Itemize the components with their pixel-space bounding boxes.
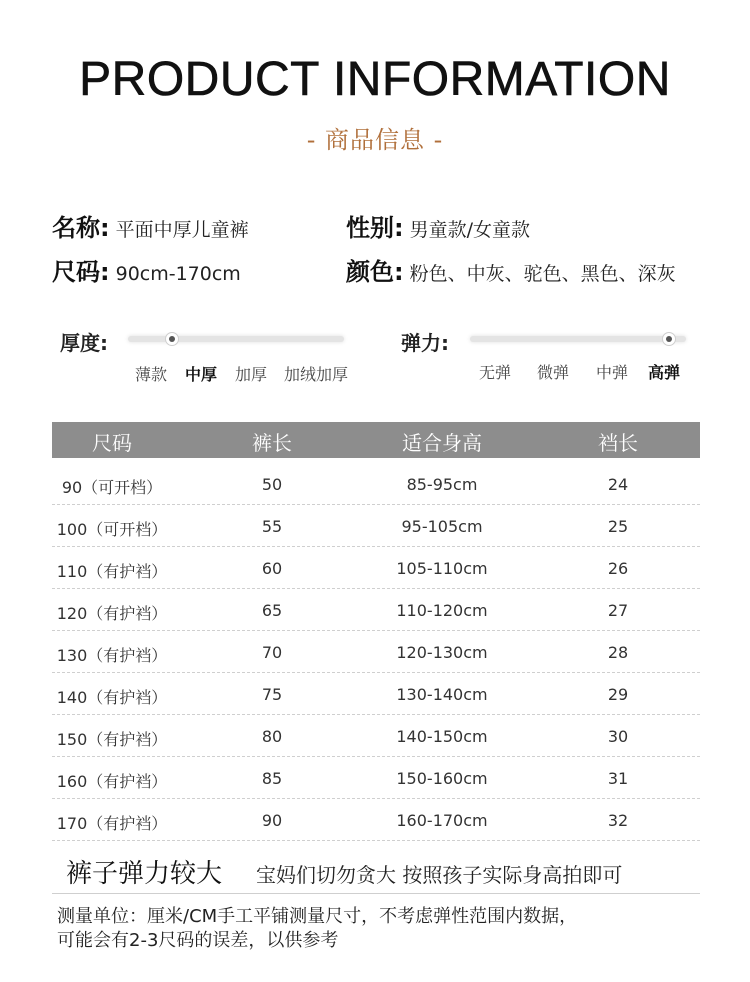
table-row [52,799,700,841]
elasticity-label: 弹力: [401,331,449,355]
elasticity-option-none: 无弹 [479,363,512,382]
thickness-option-medium: 中厚 [185,365,218,384]
table-cell: 29 [607,685,629,704]
header-height: 适合身高 [402,431,482,455]
header-rise: 裆长 [598,431,638,455]
gender-label: 性别: [346,214,404,242]
table-cell: 55 [261,517,283,536]
color-row [346,252,676,287]
table-cell: 150（有护裆） [56,730,168,749]
elasticity-option-slight: 微弹 [537,363,570,382]
color-label: 颜色: [346,258,404,286]
thickness-track [128,336,344,342]
table-row [52,631,700,673]
table-row [52,757,700,799]
table-cell: 60 [261,559,283,578]
measure-note-line1: 测量单位：厘米/CM手工平铺测量尺寸，不考虑弹性范围内数据， [57,906,578,927]
elastic-title: 裤子弹力较大 [66,859,223,889]
size-value: 90cm-170cm [115,263,241,285]
table-cell: 110（有护裆） [56,562,168,581]
size-table-header [52,422,700,458]
table-cell: 31 [607,769,629,788]
table-cell: 70 [261,643,283,662]
table-cell: 140-150cm [396,727,488,746]
elasticity-option-medium: 中弹 [596,363,629,382]
table-cell: 105-110cm [396,559,488,578]
name-label: 名称: [52,214,110,242]
name-row [52,208,249,243]
table-cell: 30 [607,727,629,746]
elasticity-option-high: 高弹 [648,363,681,382]
table-cell: 50 [261,475,283,494]
table-row [52,463,700,505]
elasticity-knob [662,332,676,346]
table-cell: 24 [607,475,629,494]
page-subtitle: - 商品信息 - [306,126,444,154]
table-cell: 28 [607,643,629,662]
header-length: 裤长 [252,431,292,455]
thickness-option-thick: 加厚 [235,365,268,384]
table-cell: 27 [607,601,629,620]
thickness-option-fleece: 加绒加厚 [284,365,349,384]
table-cell: 170（有护裆） [56,814,168,833]
table-cell: 140（有护裆） [56,688,168,707]
table-row [52,547,700,589]
table-cell: 160（有护裆） [56,772,168,791]
name-value: 平面中厚儿童裤 [115,219,249,241]
thickness-option-thin: 薄款 [135,365,168,384]
size-label: 尺码: [52,258,110,286]
table-cell: 85-95cm [406,475,478,494]
table-cell: 80 [261,727,283,746]
table-cell: 90 [261,811,283,830]
table-cell: 32 [607,811,629,830]
table-cell: 75 [261,685,283,704]
table-cell: 120（有护裆） [56,604,168,623]
gender-value: 男童款/女童款 [409,219,531,241]
measure-note [57,905,717,953]
table-cell: 150-160cm [396,769,488,788]
table-cell: 25 [607,517,629,536]
table-cell: 130-140cm [396,685,488,704]
table-cell: 90（可开档） [61,478,163,497]
size-row [52,252,241,287]
color-value: 粉色、中灰、驼色、黑色、深灰 [409,263,676,285]
table-cell: 85 [261,769,283,788]
table-cell: 100（可开档） [56,520,168,539]
measure-note-line2: 可能会有2-3尺码的误差，以供参考 [57,930,339,951]
table-row [52,715,700,757]
thickness-knob [165,332,179,346]
table-cell: 120-130cm [396,643,488,662]
page-title: PRODUCT INFORMATION [79,53,671,106]
elastic-tip: 宝妈们切勿贪大 按照孩子实际身高拍即可 [256,863,623,887]
header-size: 尺码 [92,431,132,455]
elasticity-track [470,336,686,342]
table-cell: 26 [607,559,629,578]
gender-row [346,208,530,243]
table-cell: 95-105cm [401,517,483,536]
thickness-label: 厚度: [60,331,108,355]
table-cell: 110-120cm [396,601,488,620]
divider [52,893,700,894]
table-row [52,505,700,547]
table-cell: 65 [261,601,283,620]
table-cell: 160-170cm [396,811,488,830]
table-row [52,673,700,715]
table-row [52,589,700,631]
table-cell: 130（有护裆） [56,646,168,665]
